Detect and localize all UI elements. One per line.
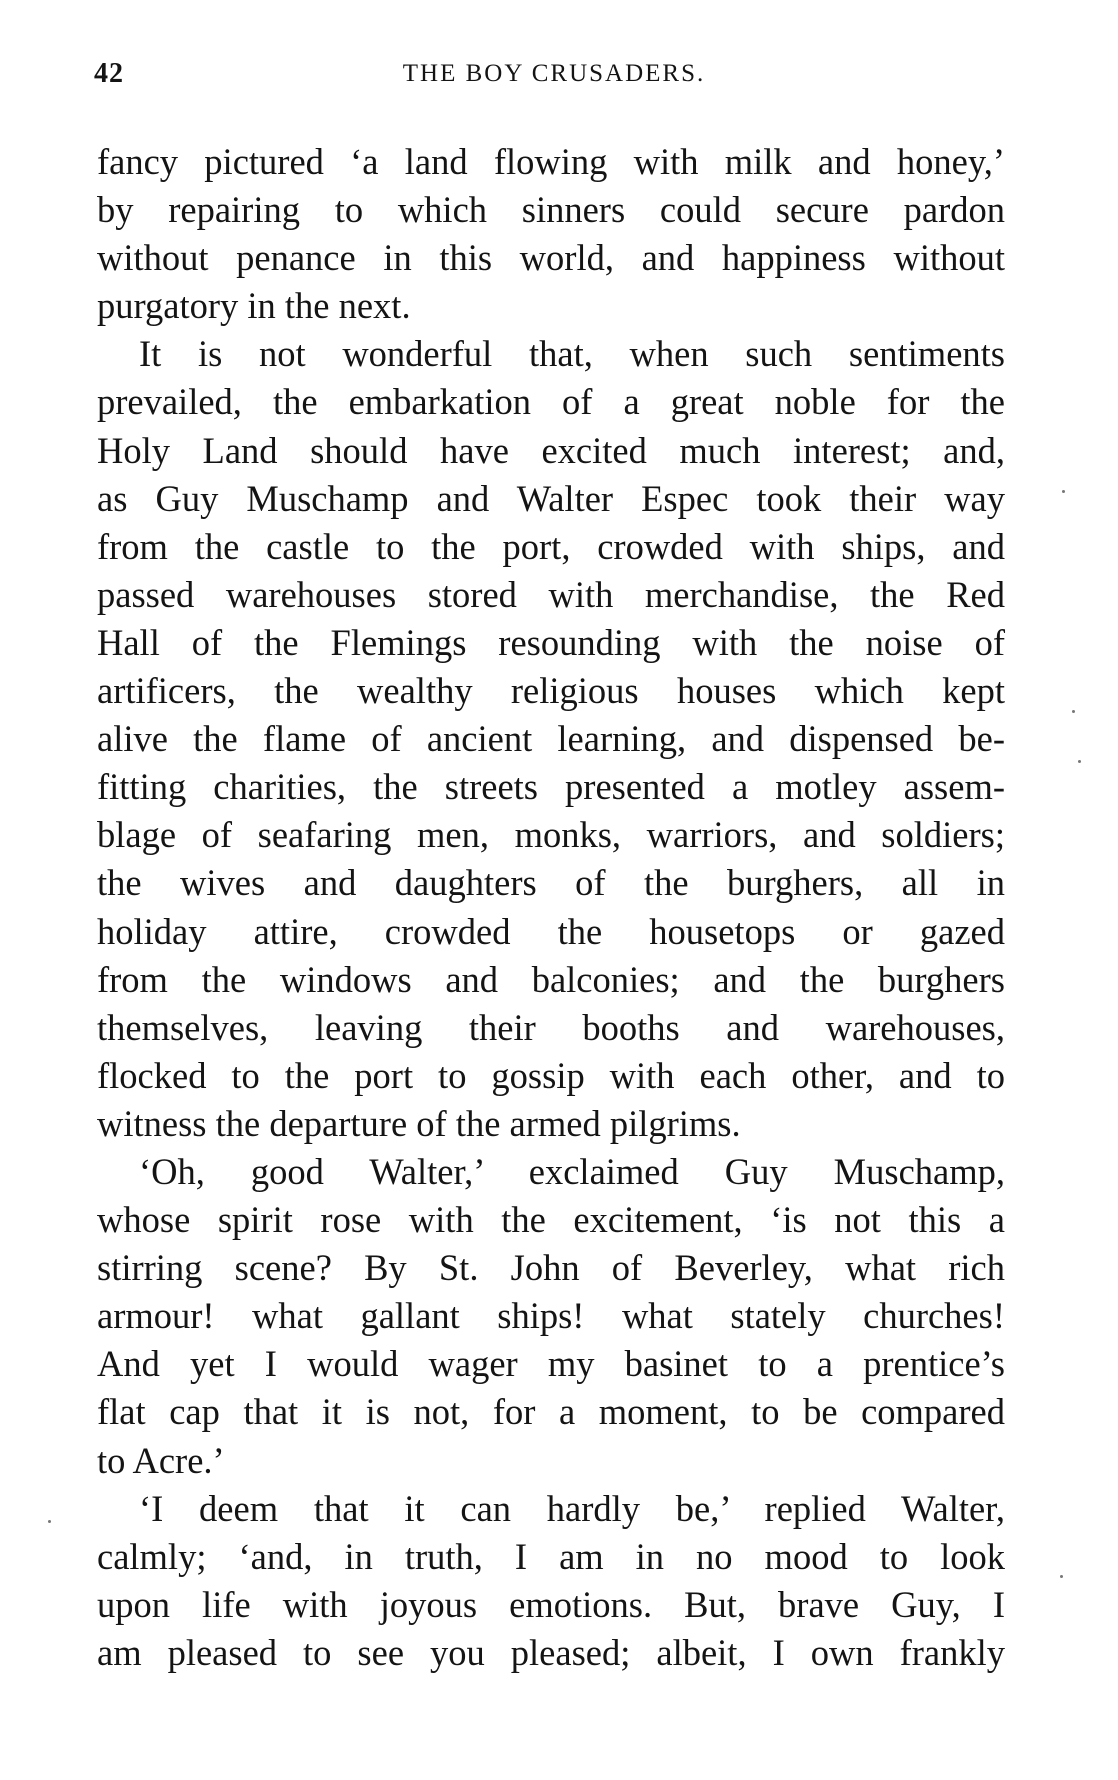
text-line: ‘Oh, good Walter,’ exclaimed Guy Muschamp, xyxy=(139,1150,1005,1192)
text-line: from the windows and balconies; and the burghers xyxy=(97,958,1005,1000)
text-line: without penance in this world, and happiness without xyxy=(97,237,1005,279)
paper-speck xyxy=(1060,1575,1063,1578)
text-line: witness the departure of the armed pilgrims. xyxy=(97,1102,741,1144)
text-line: the wives and daughters of the burghers, all in xyxy=(97,862,1005,904)
paper-speck xyxy=(1062,490,1065,493)
text-line: whose spirit rose with the excitement, ‘is not this a xyxy=(97,1199,1005,1241)
text-line: It is not wonderful that, when such sentiments xyxy=(139,333,1005,375)
text-line: am pleased to see you pleased; albeit, I own frankly xyxy=(97,1631,1005,1673)
text-line: stirring scene? By St. John of Beverley, what rich xyxy=(97,1247,1005,1289)
paper-speck xyxy=(48,1520,51,1523)
page-header xyxy=(94,58,1014,98)
page-number: 42 xyxy=(94,58,124,89)
paper-speck xyxy=(1072,710,1075,713)
body-text xyxy=(97,138,1005,1677)
text-line: fancy pictured ‘a land flowing with milk and honey,’ xyxy=(97,141,1005,182)
text-line: prevailed, the embarkation of a great noble for the xyxy=(97,381,1005,423)
text-line: passed warehouses stored with merchandise, the Red xyxy=(97,573,1005,615)
text-line: fitting charities, the streets presented a motley assem- xyxy=(97,766,1005,808)
text-line: as Guy Muschamp and Walter Espec took their way xyxy=(97,477,1005,519)
text-line: ‘I deem that it can hardly be,’ replied Walter, xyxy=(139,1487,1005,1529)
text-line: blage of seafaring men, monks, warriors, and soldiers; xyxy=(97,814,1005,856)
text-line: themselves, leaving their booths and warehouses, xyxy=(97,1006,1005,1048)
text-line: flat cap that it is not, for a moment, to be compared xyxy=(97,1391,1005,1433)
running-title: THE BOY CRUSADERS. xyxy=(402,60,706,87)
text-line: to Acre.’ xyxy=(97,1439,225,1481)
text-line: artificers, the wealthy religious houses which kept xyxy=(97,670,1005,712)
text-line: calmly; ‘and, in truth, I am in no mood to look xyxy=(97,1535,1005,1577)
paper-speck xyxy=(1078,760,1081,763)
text-line: alive the flame of ancient learning, and dispensed be- xyxy=(97,718,1005,760)
text-line: armour! what gallant ships! what stately churches! xyxy=(97,1295,1005,1337)
text-line: flocked to the port to gossip with each other, and to xyxy=(97,1054,1005,1096)
text-line: Holy Land should have excited much interest; and, xyxy=(97,429,1005,471)
text-line: from the castle to the port, crowded with ships, and xyxy=(97,525,1005,567)
text-line: purgatory in the next. xyxy=(97,285,411,327)
text-line: And yet I would wager my basinet to a prentice’s xyxy=(97,1343,1005,1385)
text-line: holiday attire, crowded the housetops or gazed xyxy=(97,910,1005,952)
text-line: by repairing to which sinners could secure pardon xyxy=(97,189,1005,231)
text-line: upon life with joyous emotions. But, brave Guy, I xyxy=(97,1583,1005,1625)
text-line: Hall of the Flemings resounding with the noise of xyxy=(97,621,1005,663)
